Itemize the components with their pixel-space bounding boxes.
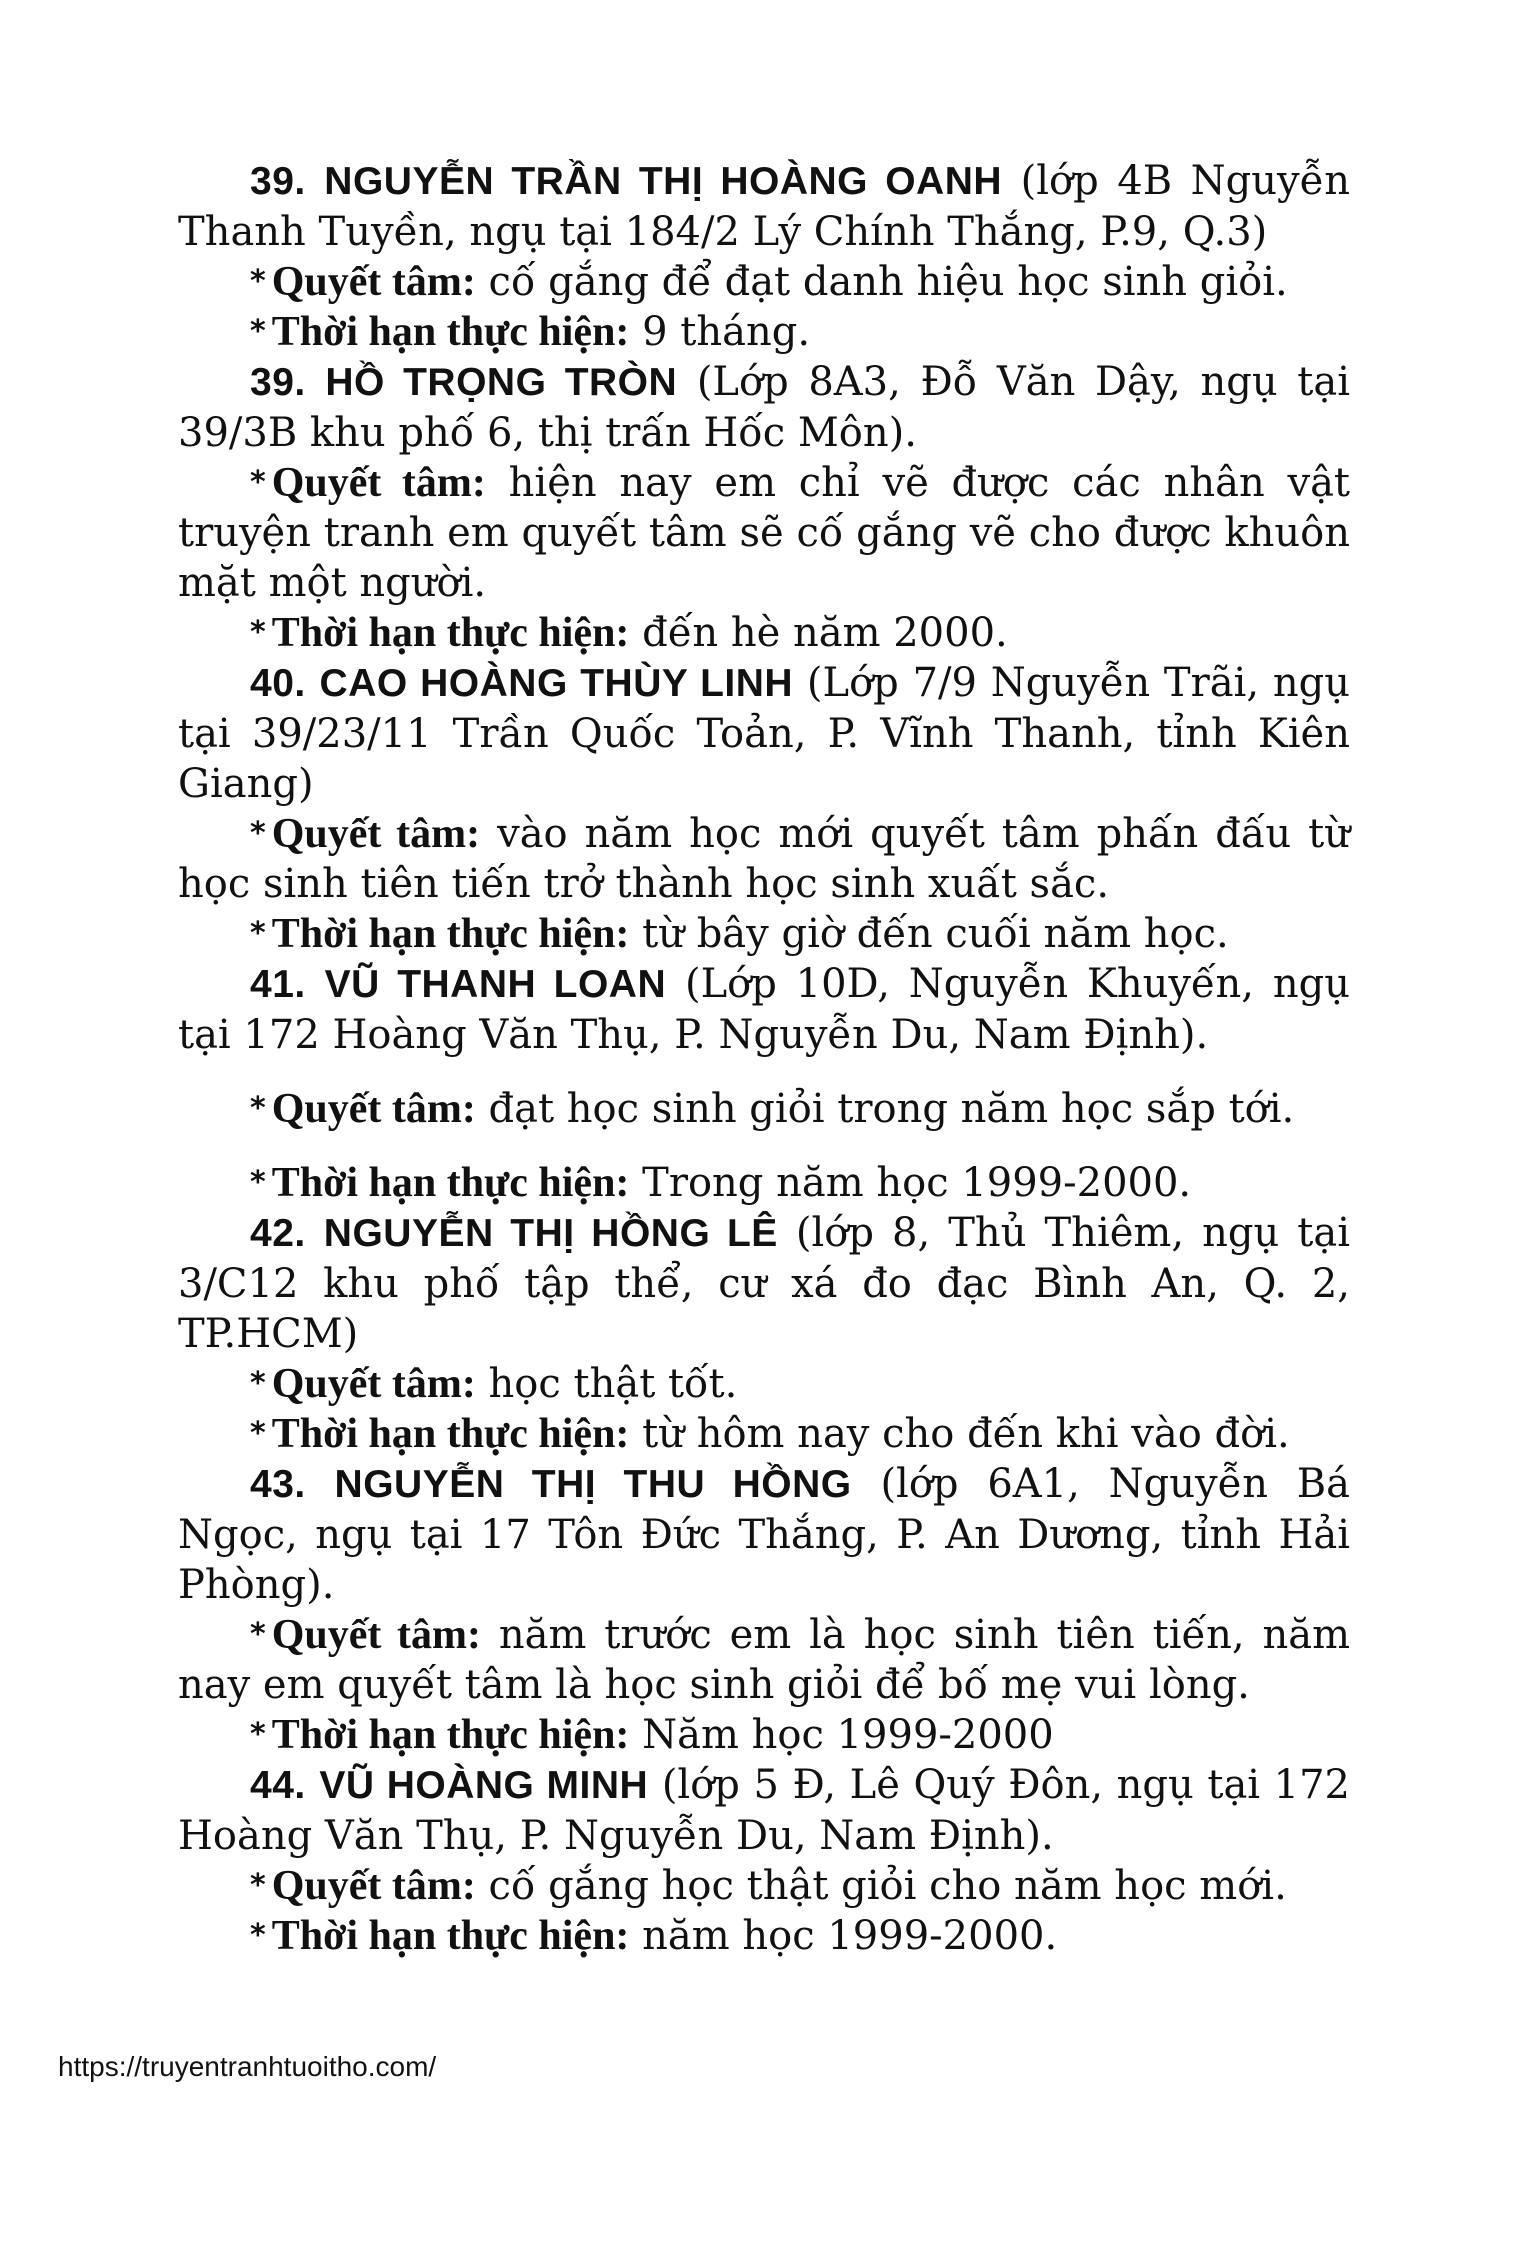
entry-43-hong xyxy=(178,1459,1350,1760)
entry-deadline xyxy=(178,307,1350,357)
entry-deadline xyxy=(178,608,1350,658)
goal-label: Quyết tâm: xyxy=(271,259,476,305)
deadline-text: 9 tháng. xyxy=(642,309,811,355)
bullet-star: * xyxy=(250,465,266,500)
goal-text: đạt học sinh giỏi trong năm học sắp tới. xyxy=(488,1086,1295,1132)
bullet-star: * xyxy=(250,264,266,299)
goal-label: Quyết tâm: xyxy=(271,1863,476,1909)
entry-heading xyxy=(178,1760,1350,1861)
entry-heading xyxy=(178,658,1350,809)
entry-number: 43. xyxy=(250,1463,306,1506)
entry-goal xyxy=(178,1861,1350,1911)
goal-text: cố gắng để đạt danh hiệu học sinh giỏi. xyxy=(488,259,1288,305)
deadline-label: Thời hạn thực hiện: xyxy=(271,1712,630,1758)
bullet-star: * xyxy=(250,1366,266,1401)
entry-heading xyxy=(178,156,1350,257)
entry-number: 41. xyxy=(250,963,306,1006)
entry-name: CAO HOÀNG THÙY LINH xyxy=(319,662,794,705)
entry-44-minh xyxy=(178,1760,1350,1961)
goal-label: Quyết tâm: xyxy=(271,1612,481,1658)
goal-label: Quyết tâm: xyxy=(271,811,481,857)
bullet-star: * xyxy=(250,1091,266,1126)
entry-info: (Lớp 7/9 Nguyễn Trãi, ngụ tại 39/23/11 Trần Quốc Toản, P. Vĩnh Thanh, tỉnh Kiên Giang) xyxy=(178,660,1350,807)
bullet-star: * xyxy=(250,916,266,951)
entry-name: NGUYỄN THỊ HỒNG LÊ xyxy=(323,1212,778,1255)
entry-name: VŨ HOÀNG MINH xyxy=(319,1764,649,1807)
deadline-label: Thời hạn thực hiện: xyxy=(271,309,630,355)
source-url: https://truyentranhtuoitho.com/ xyxy=(58,2051,437,2082)
deadline-label: Thời hạn thực hiện: xyxy=(271,1411,630,1457)
entry-info: (lớp 4B Nguyễn Thanh Tuyền, ngụ tại 184/2 Lý Chính Thắng, P.9, Q.3) xyxy=(178,158,1351,255)
goal-text: năm trước em là học sinh tiên tiến, năm nay em quyết tâm là học sinh giỏi để bố mẹ vui lòng. xyxy=(178,1612,1350,1708)
entry-info: (lớp 8, Thủ Thiêm, ngụ tại 3/C12 khu phố tập thể, cư xá đo đạc Bình An, Q. 2, TP.HCM) xyxy=(178,1210,1351,1357)
entry-goal xyxy=(178,257,1350,307)
goal-label: Quyết tâm: xyxy=(271,460,486,506)
bullet-star: * xyxy=(250,816,266,851)
entry-deadline xyxy=(178,1158,1350,1208)
entry-deadline xyxy=(178,909,1350,959)
entry-goal xyxy=(178,809,1350,909)
bullet-star: * xyxy=(250,1416,266,1451)
entry-goal xyxy=(178,1359,1350,1409)
entry-number: 42. xyxy=(250,1212,306,1255)
entry-number: 39. xyxy=(250,361,306,404)
deadline-text: Năm học 1999-2000 xyxy=(642,1712,1054,1758)
bullet-star: * xyxy=(250,314,266,349)
goal-label: Quyết tâm: xyxy=(271,1361,476,1407)
entry-deadline xyxy=(178,1710,1350,1760)
entry-name: HỒ TRỌNG TRÒN xyxy=(325,361,678,404)
entry-heading xyxy=(178,1459,1350,1610)
entry-42-le xyxy=(178,1208,1350,1459)
entry-heading xyxy=(178,959,1350,1060)
entry-39-oanh xyxy=(178,156,1350,357)
entry-name: VŨ THANH LOAN xyxy=(324,963,667,1006)
deadline-label: Thời hạn thực hiện: xyxy=(271,1160,630,1206)
entry-heading xyxy=(178,357,1350,458)
entry-info: (Lớp 8A3, Đỗ Văn Dậy, ngụ tại 39/3B khu phố 6, thị trấn Hốc Môn). xyxy=(178,359,1351,456)
entry-number: 44. xyxy=(250,1764,306,1807)
entry-deadline xyxy=(178,1911,1350,1961)
deadline-label: Thời hạn thực hiện: xyxy=(271,610,630,656)
bullet-star: * xyxy=(250,1617,266,1652)
entry-info: (lớp 6A1, Nguyễn Bá Ngọc, ngụ tại 17 Tôn Đức Thắng, P. An Dương, tỉnh Hải Phòng). xyxy=(178,1461,1351,1608)
entry-39-tron xyxy=(178,357,1350,658)
entry-number: 40. xyxy=(250,662,306,705)
bullet-star: * xyxy=(250,1868,266,1903)
bullet-star: * xyxy=(250,1918,266,1953)
entry-goal xyxy=(178,1084,1350,1134)
entry-heading xyxy=(178,1208,1350,1359)
bullet-star: * xyxy=(250,1165,266,1200)
entry-40-linh xyxy=(178,658,1350,959)
goal-text: cố gắng học thật giỏi cho năm học mới. xyxy=(488,1863,1287,1909)
entry-41-loan xyxy=(178,959,1350,1208)
entry-name: NGUYỄN TRẦN THỊ HOÀNG OANH xyxy=(324,160,1003,203)
bullet-star: * xyxy=(250,1717,266,1752)
deadline-text: từ bây giờ đến cuối năm học. xyxy=(642,911,1229,957)
bullet-star: * xyxy=(250,615,266,650)
deadline-text: Trong năm học 1999-2000. xyxy=(642,1160,1192,1206)
entry-name: NGUYỄN THỊ THU HỒNG xyxy=(334,1463,852,1506)
entry-info: (lớp 5 Đ, Lê Quý Đôn, ngụ tại 172 Hoàng Văn Thụ, P. Nguyễn Du, Nam Định). xyxy=(178,1762,1351,1859)
goal-text: học thật tốt. xyxy=(488,1361,738,1407)
deadline-text: từ hôm nay cho đến khi vào đời. xyxy=(642,1411,1290,1457)
deadline-label: Thời hạn thực hiện: xyxy=(271,1913,630,1959)
goal-text: hiện nay em chỉ vẽ được các nhân vật truyện tranh em quyết tâm sẽ cố gắng vẽ cho được khuôn mặt một người. xyxy=(178,460,1350,606)
entry-goal xyxy=(178,1610,1350,1710)
entry-goal xyxy=(178,458,1350,608)
goal-label: Quyết tâm: xyxy=(271,1086,476,1132)
entry-number: 39. xyxy=(250,160,306,203)
deadline-text: đến hè năm 2000. xyxy=(642,610,1008,656)
entry-deadline xyxy=(178,1409,1350,1459)
document-page xyxy=(178,156,1350,1961)
deadline-text: năm học 1999-2000. xyxy=(642,1913,1058,1959)
goal-text: vào năm học mới quyết tâm phấn đấu từ học sinh tiên tiến trở thành học sinh xuất sắc. xyxy=(178,811,1350,907)
entry-info: (Lớp 10D, Nguyễn Khuyến, ngụ tại 172 Hoàng Văn Thụ, P. Nguyễn Du, Nam Định). xyxy=(178,961,1350,1058)
deadline-label: Thời hạn thực hiện: xyxy=(271,911,630,957)
